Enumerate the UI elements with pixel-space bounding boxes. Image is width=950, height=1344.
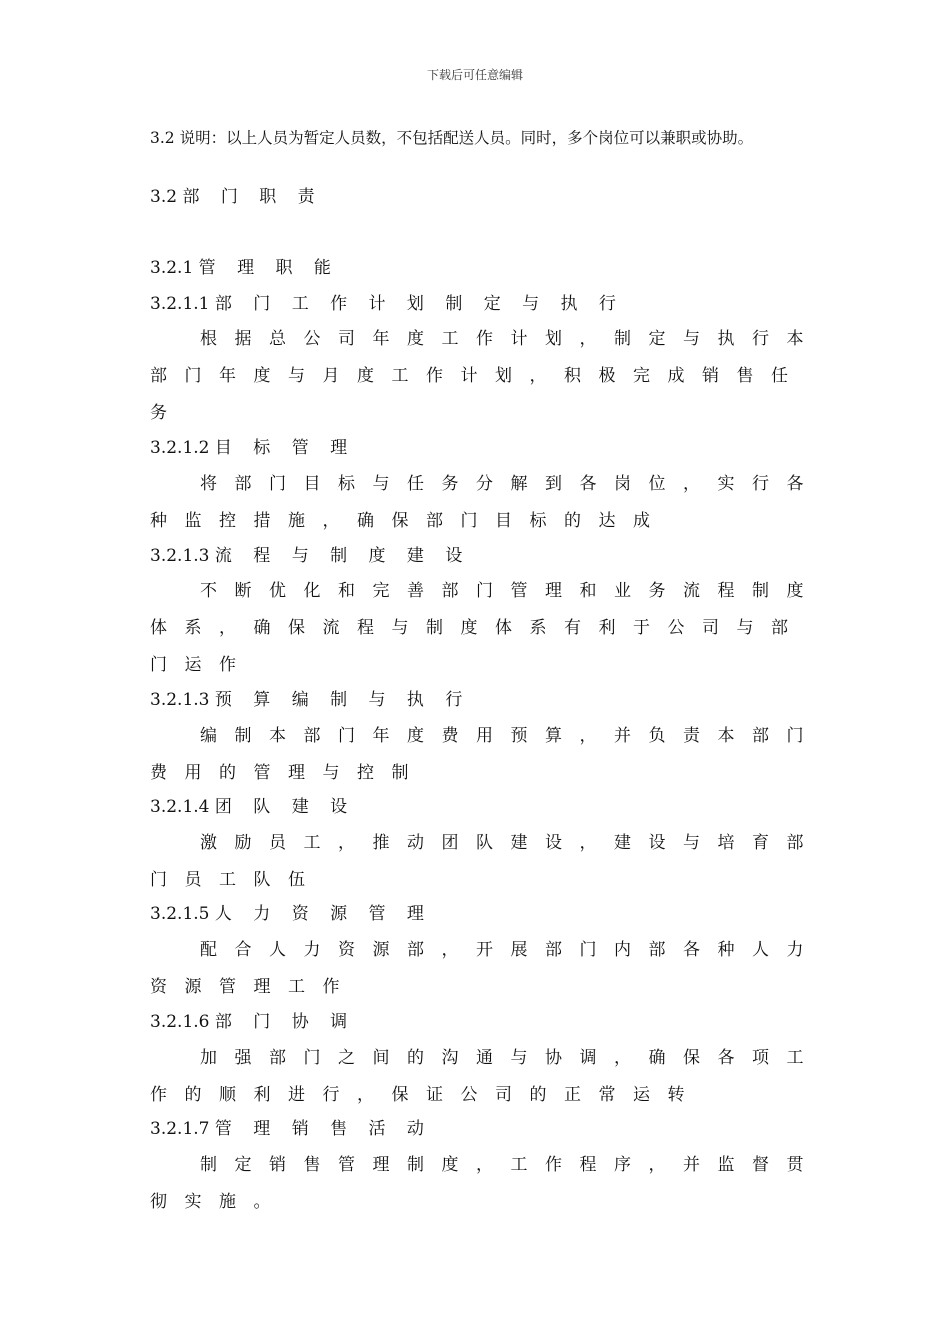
section-number: 3.2 xyxy=(150,187,178,207)
item-number: 3.2.1.3 xyxy=(150,546,210,566)
item-title: 部 门 工 作 计 划 制 定 与 执 行 xyxy=(214,294,624,314)
item-text-line: 配合人力资源部，开展部门内部各种人力 xyxy=(200,940,821,960)
item-heading xyxy=(150,436,355,460)
item-text-line: 激励员工，推动团队建设，建设与培育部 xyxy=(200,833,821,853)
item-heading xyxy=(150,1010,355,1034)
item-text-line: 作的顺利进行，保证公司的正常运转 xyxy=(150,1085,702,1105)
item-text-line: 资源管理工作 xyxy=(150,977,357,997)
item-text-line: 彻实施。 xyxy=(150,1192,288,1212)
section-heading xyxy=(150,185,323,209)
item-title: 部 门 协 调 xyxy=(214,1012,356,1032)
item-title: 团 队 建 设 xyxy=(214,797,356,817)
note-number: 3.2 xyxy=(150,129,175,147)
page-header: 下载后可任意编辑 xyxy=(426,68,523,82)
item-text-line: 种监控措施，确保部门目标的达成 xyxy=(150,511,668,531)
item-title: 目 标 管 理 xyxy=(214,438,356,458)
item-heading xyxy=(150,292,624,316)
item-title: 预 算 编 制 与 执 行 xyxy=(214,690,471,710)
item-text-line: 编制本部门年度费用预算，并负责本部门 xyxy=(200,726,821,746)
item-number: 3.2.1.2 xyxy=(150,438,210,458)
item-title: 管 理 销 售 活 动 xyxy=(214,1119,432,1139)
item-heading xyxy=(150,1117,432,1141)
item-text-line: 不断优化和完善部门管理和业务流程制度 xyxy=(200,581,821,601)
note-text: 说明：以上人员为暂定人员数，不包括配送人员。同时，多个岗位可以兼职或协助。 xyxy=(179,129,754,147)
item-number: 3.2.1.3 xyxy=(150,690,210,710)
item-text-line: 务 xyxy=(150,403,185,423)
item-text-line: 门运作 xyxy=(150,655,254,675)
note-line xyxy=(150,126,753,150)
item-heading xyxy=(150,544,470,568)
subsection-number: 3.2.1 xyxy=(150,258,194,278)
item-text-line: 将部门目标与任务分解到各岗位，实行各 xyxy=(200,474,821,494)
subsection-heading xyxy=(150,256,339,280)
item-number: 3.2.1.4 xyxy=(150,797,210,817)
item-heading xyxy=(150,795,355,819)
item-text-line: 根据总公司年度工作计划，制定与执行本 xyxy=(200,329,821,349)
item-heading xyxy=(150,902,432,926)
item-title: 流 程 与 制 度 建 设 xyxy=(214,546,471,566)
section-title: 部 门 职 责 xyxy=(182,187,323,207)
item-text-line: 体系，确保流程与制度体系有利于公司与部 xyxy=(150,618,806,638)
item-text-line: 部门年度与月度工作计划，积极完成销售任 xyxy=(150,366,806,386)
item-text-line: 制定销售管理制度，工作程序，并监督贯 xyxy=(200,1155,821,1175)
item-heading xyxy=(150,688,470,712)
item-number: 3.2.1.5 xyxy=(150,904,210,924)
item-title: 人 力 资 源 管 理 xyxy=(214,904,432,924)
item-text-line: 加强部门之间的沟通与协调，确保各项工 xyxy=(200,1048,821,1068)
item-text-line: 费用的管理与控制 xyxy=(150,763,426,783)
item-number: 3.2.1.7 xyxy=(150,1119,210,1139)
item-text-line: 门员工队伍 xyxy=(150,870,323,890)
item-number: 3.2.1.1 xyxy=(150,294,210,314)
item-number: 3.2.1.6 xyxy=(150,1012,210,1032)
subsection-title: 管 理 职 能 xyxy=(198,258,339,278)
